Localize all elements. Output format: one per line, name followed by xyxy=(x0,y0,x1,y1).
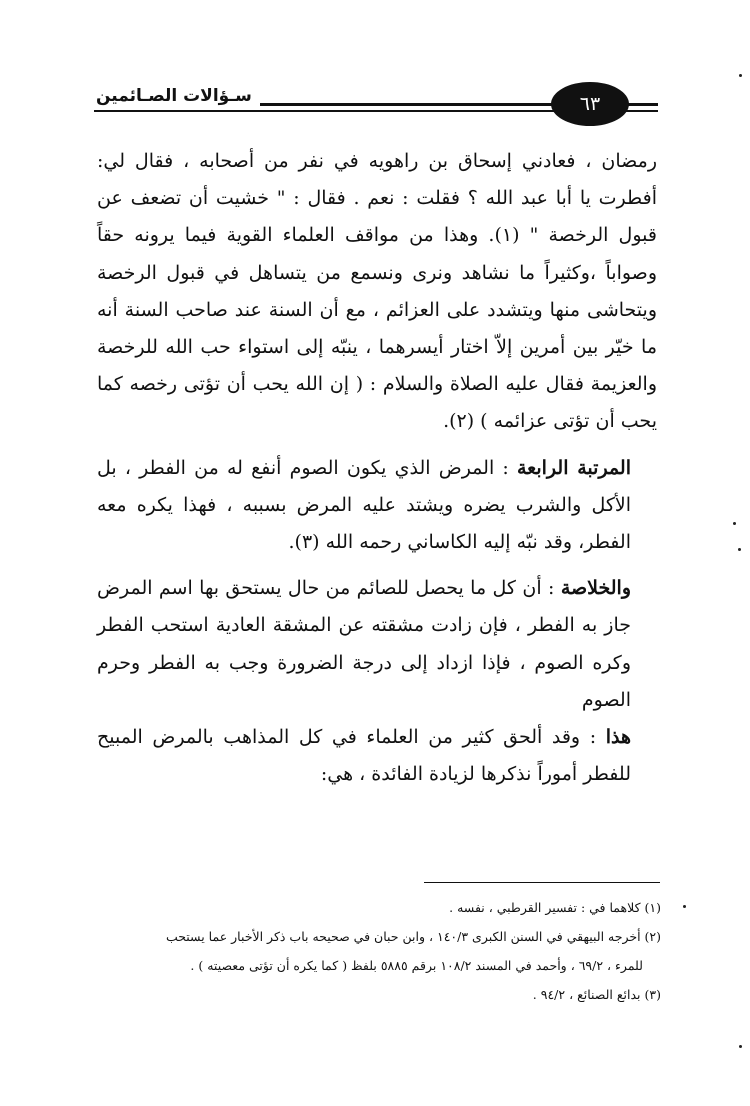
scan-speck xyxy=(739,1045,742,1048)
paragraph-lead: المرتبة الرابعة xyxy=(517,456,631,479)
paragraph-body: رمضان ، فعادني إسحاق بن راهويه في نفر من أصحابه ، فقال لي: أفطرت يا أبا عبد الله ؟ فقلت : نعم . فقال : " خشيت أن تضعف عن قبول الرخصة " (١). وهذا من مواقف العلماء القوية فيما يرونه حقاً وصواباً ،وكثيراً ما نشاهد ونرى ونسمع من يتساهل في قبول الرخصة ويتحاشى منها ويتشدد على العزائم ، مع أن السنة عند صاحب السنة أنه ما خيّر بين أمرين إلاّ اختار أيسرهما ، ينبّه إلى استواء حب الله للرخصة والعزيمة فقال عليه الصلاة والسلام : ( إن الله يحب أن تؤتى رخصه كما يحب أن تؤتى عزائمه ) (٢). xyxy=(97,150,657,433)
scan-speck xyxy=(739,74,742,77)
footnotes xyxy=(96,893,661,1009)
footnote: (٣) بدائع الصنائع ، ٩٤/٢ . xyxy=(532,987,661,1002)
paragraph xyxy=(97,570,657,719)
paragraph-body: : وقد ألحق كثير من العلماء في كل المذاهب بالمرض المبيح للفطر أموراً نذكرها لزيادة الفائدة ، هي: xyxy=(97,726,631,786)
paragraph-body: : أن كل ما يحصل للصائم من حال يستحق بها اسم المرض جاز به الفطر ، فإن زادت مشقته عن المشقة العادية استحب الفطر وكره الصوم ، فإذا ازداد إلى درجة الضرورة وجب به الفطر وحرم الصوم xyxy=(97,577,631,711)
footnote-separator xyxy=(424,882,660,883)
footnote: (١) كلاهما في : تفسير القرطبي ، نفسه . xyxy=(449,900,661,915)
scan-speck xyxy=(733,522,736,525)
page-number-badge: ٦٣ xyxy=(551,82,629,126)
paragraph xyxy=(97,719,657,793)
paragraph-lead: والخلاصة xyxy=(560,577,631,600)
footnote: (٢) أخرجه البيهقي في السنن الكبرى ١٤٠/٣ ، وابن حبان في صحيحه باب ذكر الأخبار عما يستحب xyxy=(165,929,661,944)
scan-speck xyxy=(738,548,741,551)
running-title: سـؤالات الصـائمين xyxy=(92,84,260,108)
paragraph xyxy=(97,450,657,562)
footnote-continuation: للمرء ، ٦٩/٢ ، وأحمد في المسند ١٠٨/٢ برقم ٥٨٨٥ بلفظ ( كما يكره أن تؤتى معصيته ) . xyxy=(190,958,643,973)
main-text xyxy=(97,143,657,793)
paragraph-body: : المرض الذي يكون الصوم أنفع له من الفطر ، بل الأكل والشرب يضره ويشتد عليه المرض بسببه ، فهذا يكره معه الفطر، وقد نبّه إليه الكاساني رحمه الله (٣). xyxy=(97,456,631,554)
paragraph-lead: هذا xyxy=(605,726,631,749)
paragraph xyxy=(97,143,657,441)
scan-speck xyxy=(683,905,686,908)
